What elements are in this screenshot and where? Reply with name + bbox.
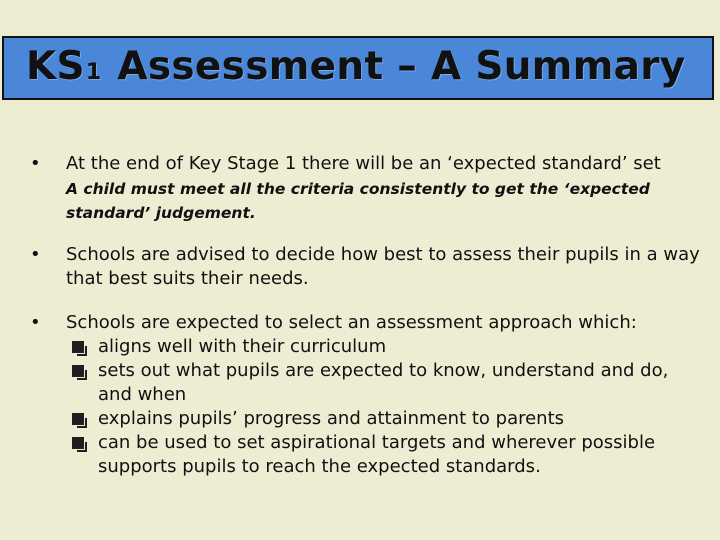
sub-item-text: explains pupils’ progress and attainment to parents — [98, 408, 565, 429]
bullet-dot-icon: • — [30, 244, 41, 265]
bullet-text: Schools are advised to decide how best to assess their pupils in a way that best suits their needs. — [66, 244, 700, 289]
sub-list-item — [70, 407, 700, 431]
bullet-item — [30, 311, 700, 479]
sub-item-text: aligns well with their curriculum — [98, 336, 387, 357]
page-title — [26, 44, 686, 89]
sub-list-item — [70, 431, 700, 479]
sub-list-item — [70, 359, 700, 407]
bullet-text: At the end of Key Stage 1 there will be an ‘expected standard’ set — [66, 153, 661, 174]
square-box-icon — [72, 365, 84, 377]
bullet-dot-icon: • — [30, 312, 41, 333]
bullet-text: Schools are expected to select an assessment approach which: — [66, 312, 637, 333]
sub-item-text: can be used to set aspirational targets and wherever possible supports pupils to reach the expected standards. — [98, 432, 656, 477]
bullet-note: A child must meet all the criteria consistently to get the ‘expected standard’ judgement. — [66, 180, 650, 222]
title-main: Assessment – A Summary — [117, 44, 686, 89]
title-subscript: 1 — [85, 60, 102, 85]
sub-list-item — [70, 335, 700, 359]
square-box-icon — [72, 413, 84, 425]
title-prefix: KS — [26, 44, 85, 89]
square-box-icon — [72, 341, 84, 353]
bullet-item — [30, 243, 700, 291]
sub-list — [70, 335, 700, 479]
square-box-icon — [72, 437, 84, 449]
bullet-list — [30, 152, 700, 479]
bullet-dot-icon: • — [30, 153, 41, 174]
bullet-item — [30, 152, 700, 225]
sub-item-text: sets out what pupils are expected to know, understand and do, and when — [98, 360, 669, 405]
title-bar — [2, 36, 714, 100]
